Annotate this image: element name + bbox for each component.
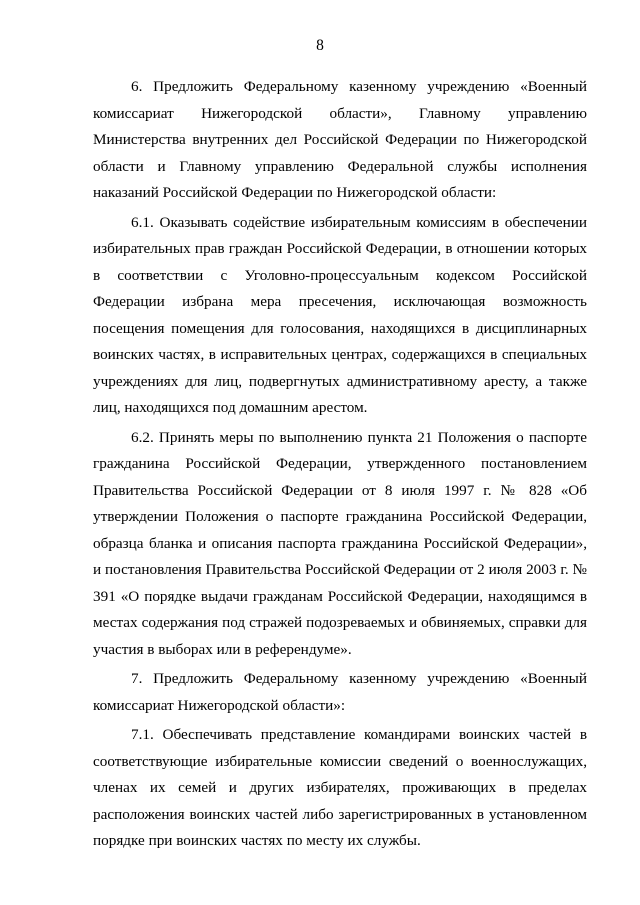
paragraph-6: 6. Предложить Федеральному казенному учреждению «Военный комиссариат Нижегородской области», Главному управлению Министерства внутренних дел Российской Федерации по Нижегородской области и Главному управлению Федеральной службы исполнения наказаний Российской Федерации по Нижегородской области: <box>93 78 587 201</box>
paragraph-7: 7. Предложить Федеральному казенному учреждению «Военный комиссариат Нижегородской области»: <box>93 670 587 714</box>
paragraph-7-1: 7.1. Обеспечивать представление командирами воинских частей в соответствующие избирательные комиссии сведений о военнослужащих, членах их семей и других избирателях, проживающих в пределах расположения воинских частей либо зарегистрированных в установленном порядке при воинских частях по месту их службы. <box>93 726 587 849</box>
document-body <box>93 74 587 855</box>
page-number: 8 <box>316 37 324 54</box>
paragraph-6-2: 6.2. Принять меры по выполнению пункта 21 Положения о паспорте гражданина Российской Федерации, утвержденного постановлением Правительства Российской Федерации от 8 июля 1997 г. № 828 «Об утверждении Положения о паспорте гражданина Российской Федерации, образца бланка и описания паспорта гражданина Российской Федерации», и постановления Правительства Российской Федерации от 2 июля 2003 г. № 391 «О порядке выдачи гражданам Российской Федерации, находящимся в местах содержания под стражей подозреваемых и обвиняемых, справки для участия в выборах или в референдуме». <box>93 428 587 658</box>
paragraph-6-1: 6.1. Оказывать содействие избирательным комиссиям в обеспечении избирательных прав граждан Российской Федерации, в отношении которых в соответствии с Уголовно-процессуальным кодексом Российской Федерации избрана мера пресечения, исключающая возможность посещения помещения для голосования, находящихся в дисциплинарных воинских частях, в исправительных центрах, содержащихся в специальных учреждениях для лиц, подвергнутых административному аресту, а также лиц, находящихся под домашним арестом. <box>93 213 587 416</box>
